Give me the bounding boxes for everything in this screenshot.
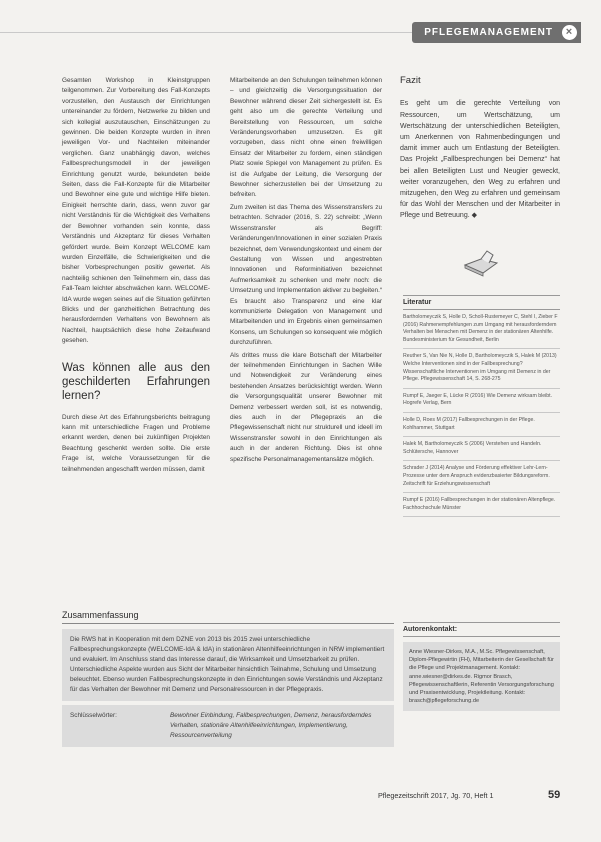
literature-item: Schrader J (2014) Analyse und Förderung effektiver Lehr-Lern-Prozesse unter dem Anspruch evidenzbasierter Bildungsreform. Zeitschrift für Erziehungswissenschaft <box>403 461 560 493</box>
section-header-bar <box>0 22 601 44</box>
column-left <box>62 76 210 475</box>
paragraph: Zum zweiten ist das Thema des Wissenstransfers zu betrachten. Schrader (2016, S. 22) schreibt: „Wenn Wissenstransfer als Begriff: Veränderungen/Innovationen in einer sozialen Praxis bezeichnet, dem Verwendungskontext und einem der Gestaltung von Wissen und angestrebten Innovationen und Reforminitiativen bezeichnet Aufmerksamkeit zu schenken und mehr noch: die Umsetzung und Implementation aktiver zu begleiten.“ Es braucht also Transparenz und eine klar kommunizierte Delegation von Management und Mitarbeitenden und im Ergebnis einen gemeinsamen Konsens, um Schulungen so konsequent wie möglich durchzuführen. <box>230 203 382 347</box>
section-tab <box>412 22 581 43</box>
paragraph: Als drittes muss die klare Botschaft der Mitarbeiter der teilnehmenden Einrichtungen in Sachen Wille und Notwendigkeit zur Veränderung eines bestehenden Ansatzes berücksichtigt werden. Wenn die Versorgungsqualität unserer Bewohner mit Demenz verbessert werden soll, ist es notwendig, dies auch in der Pflegepraxis an die Pflegewissenschaft nicht nur strukturell und ideell im Wissenstransfer sowohl in den Einrichtungen als auch in der anderen Richtung. Dies ist ohne spezifische Personalmanagementansätze möglich. <box>230 351 382 463</box>
summary-text: Die RWS hat in Kooperation mit dem DZNE von 2013 bis 2015 zwei unterschiedliche Fallbesprechungskonzepte (WELCOME-IdA & IdA) in stationären Altenhilfeeinrichtungen in NRW implementiert und evaluiert. Im Anschluss stand das Interesse darauf, die Wirksamkeit und Umsetzbarkeit zu prüfen. Unterschiedliche Aspekte wurden aus Sicht der Mitarbeiter hinsichtlich Teilnahme, Schulung und Umsetzung beleuchtet. Ebenso wurden Fallbesprechungskonzepte in den Einrichtungen sowie Verständnis und Akzeptanz für das Verhalten der Bewohner mit Demenz und Personalressourcen in der Pflegepraxis. <box>62 629 394 701</box>
paragraph: Mitarbeitende an den Schulungen teilnehmen können – und gleichzeitig die Versorgungssituation der Bewohner während dieser Zeit sichergestellt ist. Es geht also um die gerechte Verteilung und Bereitstellung von Ressourcen, um solche Veränderungsvorhaben umzusetzen. Es gilt vorzugeben, dass nicht ohne einen freiwilligen Einsatz der Mitarbeiter zu fordern, einen ständigen Platz sowie Spiegel von Management zu prüfen. Es ist die Aufgabe der Leitung, die Versorgung der Bewohner sicherzustellen bei der Umsetzung zu befreiten. <box>230 77 382 199</box>
column-right <box>400 76 560 222</box>
literature-item: Rumpf E (2016) Fallbesprechungen in der stationären Altenpflege. Fachhochschule Münster <box>403 493 560 517</box>
literature-item: Reuther S, Van Nie N, Holle D, Bartholomeyczik S, Halek M (2013) Welche Interventionen sind in der Fallbesprechung? Wissenschaftliche Interventionen im Umgang mit Demenz in der Pflege. Pflegewissenschaft 14, S. 268-275 <box>403 349 560 388</box>
literature-item: Halek M, Bartholomeyczik S (2006) Verstehen und Handeln. Schlütersche, Hannover <box>403 437 560 461</box>
page-number: 59 <box>548 789 561 801</box>
literature-item: Holle D, Roes M (2017) Fallbesprechungen in der Pflege. Kohlhammer, Stuttgart <box>403 413 560 437</box>
keywords-label: Schlüsselwörter: <box>70 712 117 719</box>
literature-heading: Literatur <box>403 295 560 310</box>
fazit-heading: Fazit <box>400 75 421 86</box>
section-heading: Was können alle aus den geschilderten Erfahrungen lernen? <box>62 361 210 402</box>
book-icon <box>463 249 499 279</box>
column-middle <box>230 76 382 465</box>
fazit-text: Es geht um die gerechte Verteilung von Ressourcen, um Wertschätzung, um Wertschätzung der unterschiedlichen Beteiligten, um Anerkennen von Rahmenbedingungen und damit immer auch um Entlastung der Beteiligten. Das Projekt „Fallbesprechungen bei Demenz“ hat bei allen Beteiligten Lust und Neugier geweckt, weiter voranzugehen, den Weg zu erfahren und mitzugehen, den Weg zu erfahren und gemeinsam für das Wohl der Menschen und der Mitarbeiter in Pflege und Betreuung. ◆ <box>400 100 560 220</box>
author-contact-heading: Autorenkontakt: <box>403 622 560 637</box>
literature-item: Rumpf E, Jaeger E, Lücke R (2016) Wie Demenz wirksam bleibt. Hogrefe Verlag, Bern <box>403 389 560 413</box>
journal-citation: Pflegezeitschrift 2017, Jg. 70, Heft 1 <box>378 791 494 800</box>
section-title: PFLEGEMANAGEMENT <box>424 27 553 38</box>
paragraph: Gesamten Workshop in Kleinstgruppen teilgenommen. Zur Vorbereitung des Fall-Konzepts vorzustellen, den Austausch der Einrichtungen untereinander zu fördern, Netzwerke zu bilden und sich kollegial auszutauschen, Einschätzungen zu gewinnen. Die beiden Konzepte wurden in ihren jeweiligen Vor- und Nachteilen miteinander verglichen. Ganz unabhängig davon, welches Fallbesprechungsmodell in der jeweiligen Einrichtung genutzt wurde, bekundeten beide Seiten, dass die Fall-Konzepte für die Mitarbeiter und Bewohner eine gute und wichtige Hilfe bieten. Einigkeit herrschte darin, dass, wenn zuvor gar nicht Verständnis für die Wichtigkeit des Verhaltens der Bewohner vorhanden sein konnte, dass Verständnis und Akzeptanz für dieses Verhalten gefördert wurde. Beim Konzept WELCOME kam wurden Einzelfälle, die Schwierigkeiten und die bisher Vorbesprechungen positiv gewertet. Als nachteilig schienen den Teilnehmern ein, dass das Fall-Team leichter abschwächen kann. WELCOME-IdA wurde wegen seines auf die Situation geführten Blicks und der ganzheitlichen Betrachtung des herausfordernden Verhaltens von Bewohnern als Nachteil, hauptsächlich diese hohe Zeitaufwand gesehen. <box>62 77 210 345</box>
summary-box <box>62 607 394 747</box>
author-contact-text: Anne Wiesner-Dirkes, M.A., M.Sc. Pflegewissenschaft, Diplom-Pflegewirtin (FH), Mitarbeiterin der Gesellschaft für die Pflege und Projektmanagement. Kontakt: anne.wiesner@dirkes.de. Rigmor Brasch, Pflegewissenschaftlerin, Referentin Versorgungsforschung und Praxisentwicklung, Projektleitung. Kontakt: brasch@pflegeforschung.de <box>403 642 560 711</box>
summary-heading: Zusammenfassung <box>62 607 394 624</box>
close-icon: × <box>562 25 577 40</box>
keywords-value: Bewohner Einbindung, Fallbesprechungen, Demenz, herausforderndes Verhalten, stationäre Altenhilfeeinrichtungen, Implementierung, Ressourcenverteilung <box>170 712 372 739</box>
literature-box <box>403 295 560 517</box>
paragraph: Durch diese Art des Erfahrungsberichts beitragung kann mit unterschiedliche Fragen und Probleme erkannt werden, denen bei zukünftigen Projekten Beachtung geschenkt werden sollte. Die erste Frage ist, welche Voraussetzungen für die teilnehmenden angeschafft werden müssen, damit <box>62 413 210 473</box>
keywords-row <box>62 705 394 747</box>
author-contact-box <box>403 622 560 711</box>
literature-item: Bartholomeyczik S, Holle D, Scholl-Rustemeyer C, Stehl I, Zieber F (2016) Rahmenempfehlungen zum Umgang mit herausforderndem Verhalten bei Menschen mit Demenz in der stationären Altenhilfe. Bundesministerium für Gesundheit, Berlin <box>403 310 560 349</box>
